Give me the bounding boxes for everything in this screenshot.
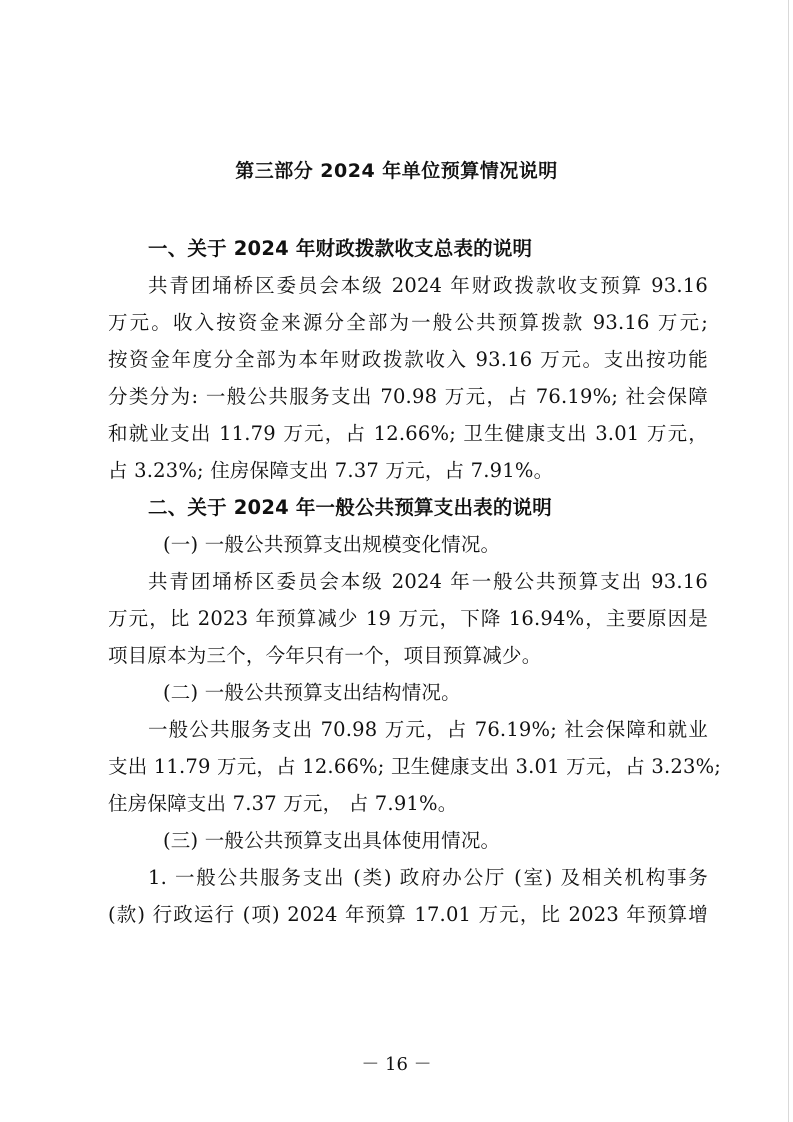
paragraph-line: 1. 一般公共服务支出 (类) 政府办公厅 (室) 及相关机构事务 bbox=[148, 866, 708, 889]
paragraph-line: 住房保障支出 7.37 万元， 占 7.91%。 bbox=[108, 792, 458, 815]
subsection-heading: (三) 一般公共预算支出具体使用情况。 bbox=[163, 829, 501, 852]
subsection-heading: (一) 一般公共预算支出规模变化情况。 bbox=[163, 533, 501, 556]
page-title: 第三部分 2024 年单位预算情况说明 bbox=[235, 160, 558, 182]
paragraph-line: 项目原本为三个，今年只有一个，项目预算减少。 bbox=[108, 644, 542, 667]
paragraph-line: 共青团埇桥区委员会本级 2024 年财政拨款收支预算 93.16 bbox=[148, 274, 708, 297]
section-heading-1: 一、关于 2024 年财政拨款收支总表的说明 bbox=[148, 237, 533, 260]
scan-edge-line bbox=[788, 0, 789, 1122]
paragraph-line: 按资金年度分全部为本年财政拨款收入 93.16 万元。支出按功能 bbox=[108, 348, 708, 371]
paragraph-line: 万元。收入按资金来源分全部为一般公共预算拨款 93.16 万元; bbox=[108, 311, 708, 334]
document-body bbox=[108, 230, 722, 933]
paragraph-line: 分类分为: 一般公共服务支出 70.98 万元，占 76.19%; 社会保障 bbox=[108, 385, 708, 408]
paragraph-line: 和就业支出 11.79 万元，占 12.66%; 卫生健康支出 3.01 万元， bbox=[108, 422, 708, 445]
paragraph-line: 万元，比 2023 年预算减少 19 万元，下降 16.94%，主要原因是 bbox=[108, 607, 708, 630]
page-number: － 16 － bbox=[361, 1054, 432, 1075]
paragraph-line: 一般公共服务支出 70.98 万元，占 76.19%; 社会保障和就业 bbox=[148, 718, 708, 741]
paragraph-line: 支出 11.79 万元，占 12.66%; 卫生健康支出 3.01 万元，占 3.23%; bbox=[108, 755, 722, 778]
paragraph-line: (款) 行政运行 (项) 2024 年预算 17.01 万元，比 2023 年预算增 bbox=[108, 903, 708, 926]
subsection-heading: (二) 一般公共预算支出结构情况。 bbox=[163, 681, 461, 704]
paragraph-line: 占 3.23%; 住房保障支出 7.37 万元，占 7.91%。 bbox=[108, 459, 554, 482]
section-heading-2: 二、关于 2024 年一般公共预算支出表的说明 bbox=[148, 496, 552, 519]
paragraph-line: 共青团埇桥区委员会本级 2024 年一般公共预算支出 93.16 bbox=[148, 570, 708, 593]
